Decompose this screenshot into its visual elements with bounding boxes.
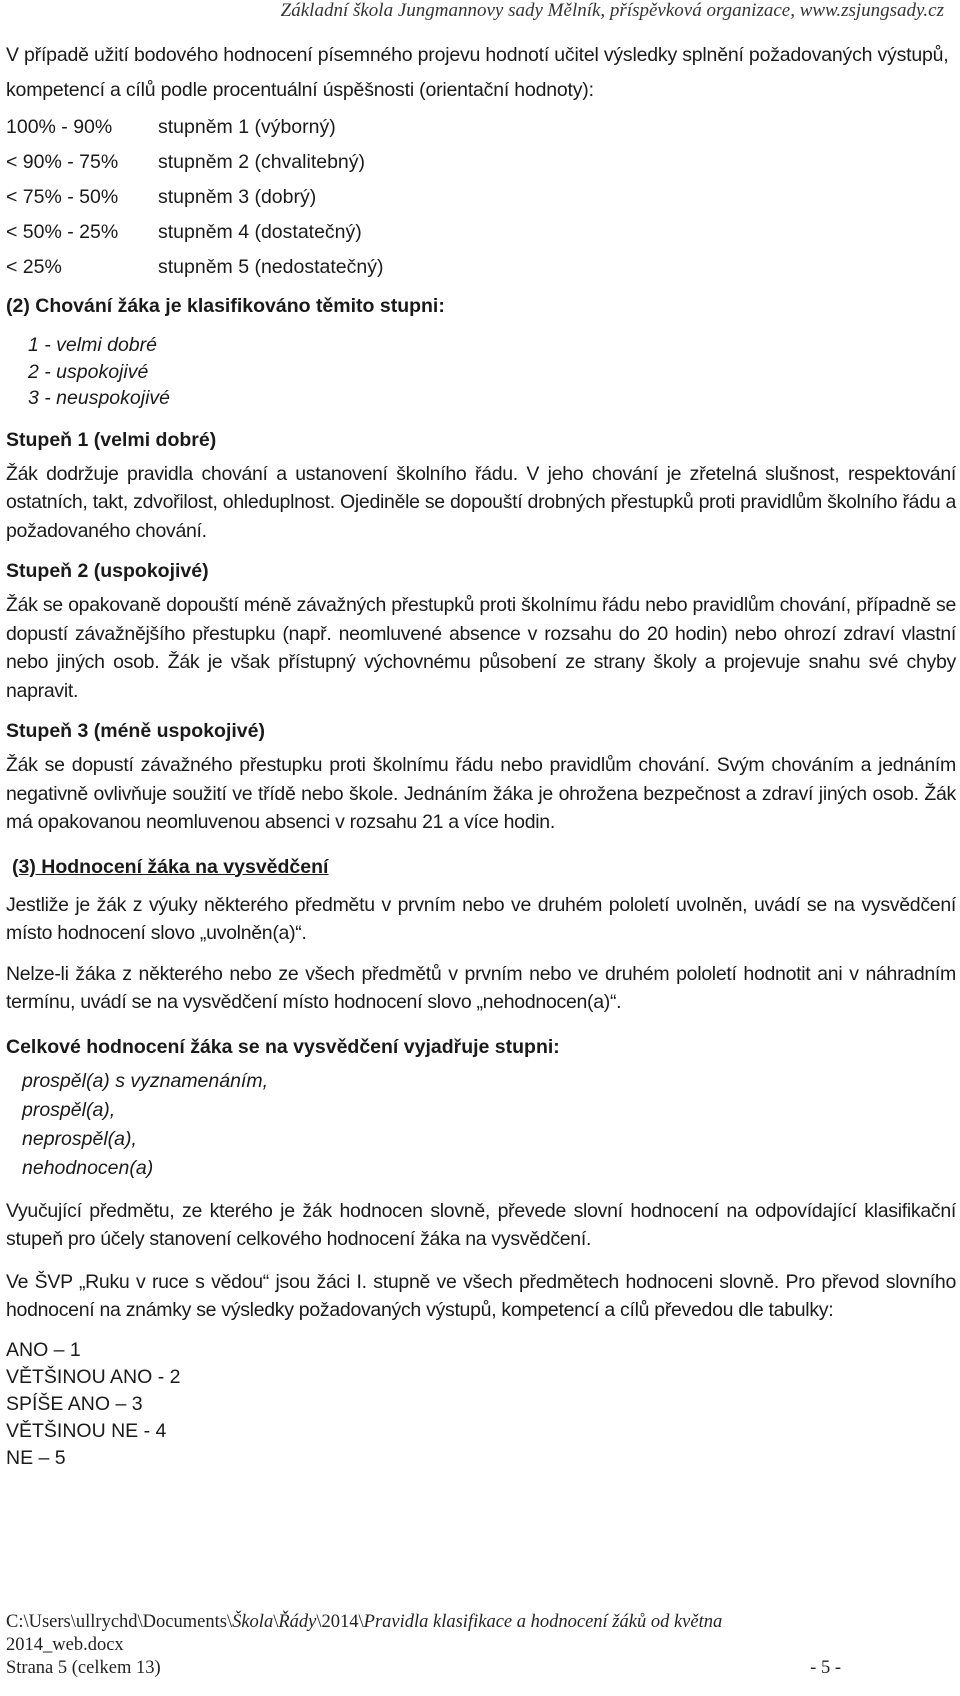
report-heading: (3) Hodnocení žáka na vysvědčení [12,855,329,878]
file-path: C:\Users\ullrychd\Documents\Škola\Řády\2014\Pravidla klasifikace a hodnocení žáků od května 2014_web.docx [6,1612,723,1655]
report-paragraph-4: Ve ŠVP „Ruku v ruce s vědou“ jsou žáci I. stupně ve všech předmětech hodnoceni slovně. Pro převod slovního hodnocení na známky se výsledky požadovaných výstupů, kompetencí a cílů převedou dle tabulky: [6,1270,956,1321]
report-paragraph-2: Nelze-li žáka z některého nebo ze všech předmětů v prvním nebo ve druhém pololetí hodnotit ani v náhradním termínu, uvádí se na vysvědčení místo hodnocení slovo „nehodnocen(a)“. [6,962,956,1013]
page-label: Strana 5 (celkem 13) [6,1658,161,1678]
report-paragraph-1: Jestliže je žák z výuky některého předmětu v prvním nebo ve druhém pololetí uvolněn, uvádí se na vysvědčení místo hodnocení slovo „uvolněn(a)“. [6,893,956,944]
scale-row [6,145,956,180]
scale-grade: stupněm 3 (dobrý) [158,186,317,208]
table-row: ANO – 1 [6,1338,81,1361]
scale-row [6,110,956,145]
table-row: NE – 5 [6,1446,66,1469]
scale-grade: stupněm 4 (dostatečný) [158,221,362,243]
scale-range: < 75% - 50% [6,186,119,208]
percentage-scale [6,110,956,285]
list-item: nehodnocen(a) [22,1156,154,1179]
step-2-text: Žák se opakovaně dopouští méně závažných přestupků proti školnímu řádu nebo pravidlům chování, případně se dopustí závažnějšího přestupku (např. neomluvené absence v rozsahu do 20 hodin) nebo ohrozí zdraví vlastní nebo jiných osob. Žák je však přístupný výchovnému působení ze strany školy a projevuje snahu své chyby napravit. [6,594,956,702]
list-item: 2 - uspokojivé [28,360,149,383]
behaviour-heading: (2) Chování žáka je klasifikováno těmito stupni: [6,295,445,317]
table-row: SPÍŠE ANO – 3 [6,1392,143,1415]
step-1-title: Stupeň 1 (velmi dobré) [6,428,217,451]
scale-range: < 90% - 75% [6,151,119,173]
document-body [6,38,956,1472]
scale-range: < 50% - 25% [6,221,119,243]
page-number: - 5 - [810,1658,841,1678]
list-item: prospěl(a) s vyznamenáním, [22,1069,269,1092]
page-header: Základní škola Jungmannovy sady Mělník, příspěvková organizace, www.zsjungsady.cz [280,0,944,21]
scale-row [6,215,956,250]
scale-range: 100% - 90% [6,116,113,138]
scale-grade: stupněm 5 (nedostatečný) [158,256,384,278]
behaviour-grade-list [28,332,956,412]
conversion-table [6,1337,956,1472]
overall-heading: Celkové hodnocení žáka se na vysvědčení vyjadřuje stupni: [6,1035,560,1058]
page-footer [6,1611,856,1680]
scale-row [6,180,956,215]
scale-grade: stupněm 1 (výborný) [158,116,336,138]
scale-grade: stupněm 2 (chvalitebný) [158,151,366,173]
scale-range: < 25% [6,256,62,278]
intro-paragraph: V případě užití bodového hodnocení písemného projevu hodnotí učitel výsledky splnění požadovaných výstupů, kompetencí a cílů podle procentuální úspěšnosti (orientační hodnoty): [6,44,949,101]
step-3-title: Stupeň 3 (méně uspokojivé) [6,720,265,742]
list-item: neprospěl(a), [22,1127,137,1150]
step-1-text: Žák dodržuje pravidla chování a ustanovení školního řádu. V jeho chování je zřetelná slušnost, respektování ostatních, takt, zdvořilost, ohleduplnost. Ojediněle se dopouští drobných přestupků proti pravidlům školního řádu a požadovaného chování. [6,462,956,542]
table-row: VĚTŠINOU NE - 4 [6,1419,167,1442]
list-item: 3 - neuspokojivé [28,387,171,409]
step-2-title: Stupeň 2 (uspokojivé) [6,560,209,582]
table-row: VĚTŠINOU ANO - 2 [6,1365,181,1388]
step-3-text: Žák se dopustí závažného přestupku proti školnímu řádu nebo pravidlům chování. Svým chováním a jednáním negativně ovlivňuje soužití ve třídě nebo škole. Jednáním žáka je ohrožena bezpečnost a zdraví jiných osob. Žák má opakovanou neomluvenou absenci v rozsahu 21 a více hodin. [6,754,956,833]
report-paragraph-3: Vyučující předmětu, ze kterého je žák hodnocen slovně, převede slovní hodnocení na odpovídající klasifikační stupeň pro účely stanovení celkového hodnocení žáka na vysvědčení. [6,1199,956,1250]
list-item: prospěl(a), [22,1098,116,1121]
overall-grade-list [22,1067,956,1183]
page-number-line [6,1657,841,1680]
list-item: 1 - velmi dobré [28,334,157,356]
scale-row [6,250,956,285]
